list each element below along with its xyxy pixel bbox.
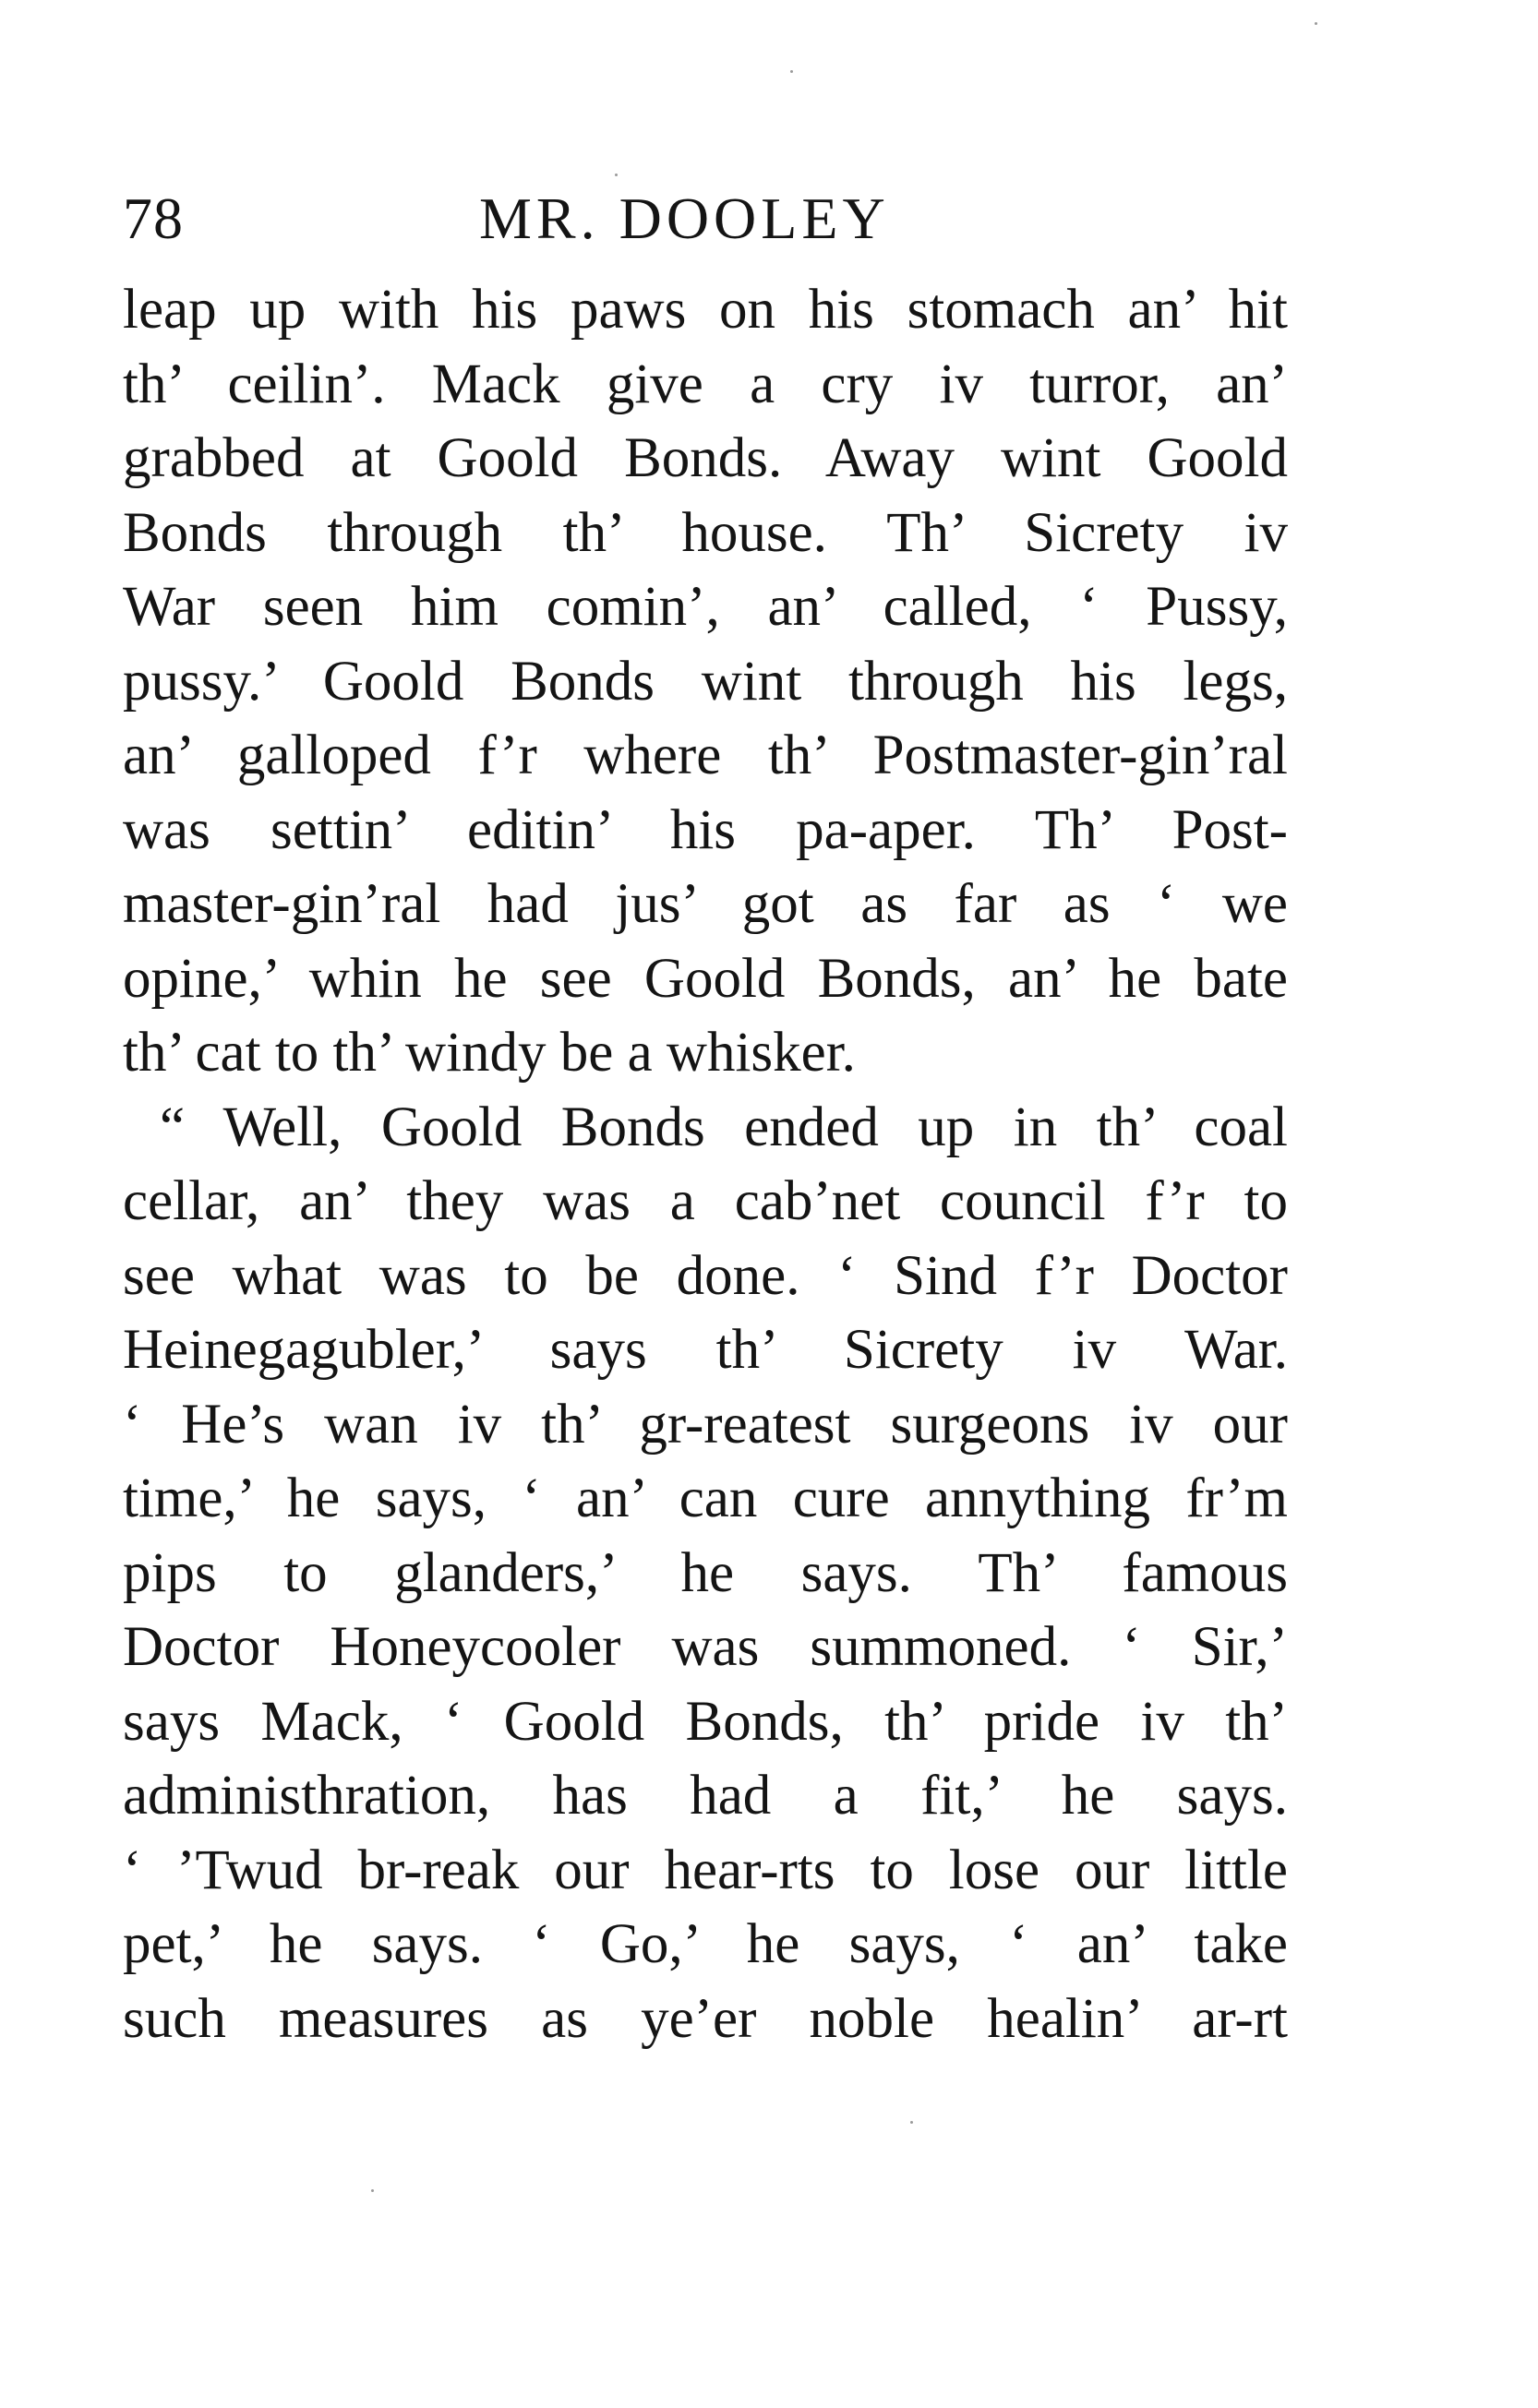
paper-speck — [910, 2121, 913, 2124]
body-text — [123, 273, 1288, 2056]
text-line: War seen him comin’, an’ called, ‘ Pussy, — [123, 576, 1288, 638]
text-line: cellar, an’ they was a cab’net council f’r to — [123, 1170, 1288, 1232]
text-line: see what was to be done. ‘ Sind f’r Doctor — [123, 1244, 1288, 1307]
paragraph-last-line: th’ cat to th’ windy be a whisker. — [123, 1022, 856, 1084]
text-line: leap up with his paws on his stomach an’ hit — [123, 279, 1288, 341]
text-line: an’ galloped f’r where th’ Postmaster-gin’ral — [123, 725, 1288, 786]
text-line: administhration, has had a fit,’ he says. — [123, 1765, 1288, 1827]
page-header — [123, 177, 1286, 260]
text-line: grabbed at Goold Bonds. Away wint Goold — [123, 427, 1288, 489]
text-line: such measures as ye’er noble healin’ ar-rt — [123, 1987, 1288, 2050]
text-line: ‘ ’Twud br-reak our hear-rts to lose our little — [123, 1839, 1288, 1901]
text-line: opine,’ whin he see Goold Bonds, an’ he bate — [123, 947, 1288, 1010]
text-line: time,’ he says, ‘ an’ can cure annything fr’m — [123, 1468, 1288, 1529]
text-line: master-gin’ral had jus’ got as far as ‘ we — [123, 873, 1288, 935]
running-head: MR. DOOLEY — [479, 186, 890, 251]
page-number: 78 — [123, 186, 184, 251]
text-line: Doctor Honeycooler was summoned. ‘ Sir,’ — [123, 1616, 1288, 1678]
text-line: Heinegagubler,’ says th’ Sicrety iv War. — [123, 1319, 1288, 1381]
text-line: th’ ceilin’. Mack give a cry iv turror, an’ — [123, 353, 1288, 415]
text-line: says Mack, ‘ Goold Bonds, th’ pride iv th’ — [123, 1690, 1288, 1753]
text-line: pet,’ he says. ‘ Go,’ he says, ‘ an’ take — [123, 1913, 1288, 1975]
text-line: Bonds through th’ house. Th’ Sicrety iv — [123, 501, 1288, 564]
text-line: was settin’ editin’ his pa-aper. Th’ Post- — [123, 798, 1288, 861]
text-line: pips to glanders,’ he says. Th’ famous — [123, 1541, 1288, 1604]
paper-speck — [790, 70, 793, 73]
text-line: pussy.’ Goold Bonds wint through his legs, — [123, 650, 1288, 713]
paper-speck — [371, 2189, 374, 2192]
text-line: ‘ He’s wan iv th’ gr-reatest surgeons iv our — [123, 1393, 1288, 1456]
paper-speck — [1315, 22, 1317, 25]
paper-speck — [615, 174, 618, 176]
paragraph-first-line: “ Well, Goold Bonds ended up in th’ coal — [160, 1096, 1288, 1158]
